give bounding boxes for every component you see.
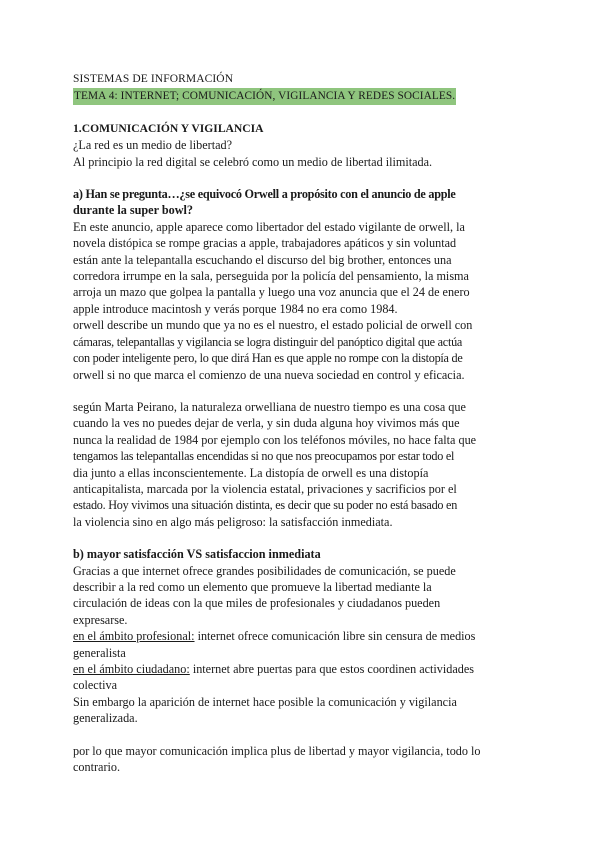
professional-text: internet ofrece comunicación libre sin censura de medios [194,629,476,644]
text-line: novela distópica se rompe gracias a apple, trabajadores apáticos y sin voluntad [73,236,457,251]
text-line: cámaras, telepantallas y vigilancia se logra distinguir del panóptico digital que actúa [73,334,463,349]
text-line: estado. Hoy vivimos una situación distinta, es decir que su poder no está basado en [73,498,458,513]
paragraph [73,563,535,629]
intro-line: Al principio la red digital se celebró como un medio de libertad ilimitada. [73,154,433,169]
text-line: nunca la realidad de 1984 por ejemplo con los teléfonos móviles, no hace falta que [73,432,477,447]
text-line: arroja un mazo que golpea la pantalla y luego una voz anuncia que el 24 de enero [73,285,470,300]
text-line: contrario. [73,760,121,775]
text-line: Gracias a que internet ofrece grandes posibilidades de comunicación, se puede [73,563,456,578]
section-b-heading: b) mayor satisfacción VS satisfaccion inmediata [73,547,321,562]
text-line: generalizada. [73,711,138,726]
question-line: ¿La red es un medio de libertad? [73,138,233,153]
citizen-text: internet abre puertas para que estos coordinen actividades [189,662,475,676]
document-page [73,71,535,775]
section-1-heading: 1.COMUNICACIÓN Y VIGILANCIA [73,121,264,135]
citizen-item [73,661,535,677]
professional-label: en el ámbito profesional: [73,629,195,644]
topic-highlight: TEMA 4: INTERNET; COMUNICACIÓN, VIGILANCIA Y REDES SOCIALES. [73,88,456,104]
text-line: cuando la ves no puedes dejar de verla, y sin duda alguna hoy vivimos más que [73,416,460,431]
paragraph [73,743,535,776]
text-line: anticapitalista, marcada por la violencia estatal, privaciones y sacrificios por el [73,481,457,496]
paragraph [73,219,535,317]
subject-title: SISTEMAS DE INFORMACIÓN [73,73,234,85]
text-line: Sin embargo la aparición de internet hace posible la comunicación y vigilancia [73,694,457,709]
text-line: por lo que mayor comunicación implica plus de libertad y mayor vigilancia, todo lo [73,743,481,758]
text-line: orwell si no que marca el comienzo de una nueva sociedad en control y eficacia. [73,367,465,382]
paragraph [73,694,535,727]
text-line: con poder inteligente pero, lo que dirá Han es que apple no rompe con la distopía de [73,351,463,366]
professional-item [73,628,535,644]
text-line: dia junto a ellas inconscientemente. La distopía de orwell es una distopía [73,465,429,480]
text-line: circulación de ideas con la que miles de profesionales y ciudadanos pueden [73,596,441,611]
text-line: según Marta Peirano, la naturaleza orwelliana de nuestro tiempo es una cosa que [73,399,466,414]
text-line: describir a la red como un elemento que promueve la libertad mediante la [73,579,432,594]
text-line: En este anuncio, apple aparece como libertador del estado vigilante de orwell, la [73,219,465,234]
text-line: apple introduce macintosh y verás porque 1984 no era como 1984. [73,301,398,316]
text-line: tengamos las telepantallas encendidas si no que nos preocupamos por estar todo el [73,449,455,464]
paragraph [73,317,535,383]
text-line: corredora irrumpe en la sala, perseguida por la policía del pensamiento, la misma [73,269,469,284]
citizen-label: en el ámbito ciudadano: [73,662,190,676]
text-line: orwell describe un mundo que ya no es el nuestro, el estado policial de orwell con [73,318,473,333]
text-line: están ante la telepantalla escuchando el discurso del big brother, entonces una [73,252,452,267]
text-line: expresarse. [73,612,128,627]
text-line: colectiva [73,678,117,693]
text-line: la violencia sino en algo más peligroso: la satisfacción inmediata. [73,514,393,529]
section-a-heading: durante la super bowl? [73,203,193,218]
paragraph [73,399,535,530]
text-line: generalista [73,645,126,660]
section-a-heading: a) Han se pregunta…¿se equivocó Orwell a propósito con el anuncio de apple [73,187,456,202]
